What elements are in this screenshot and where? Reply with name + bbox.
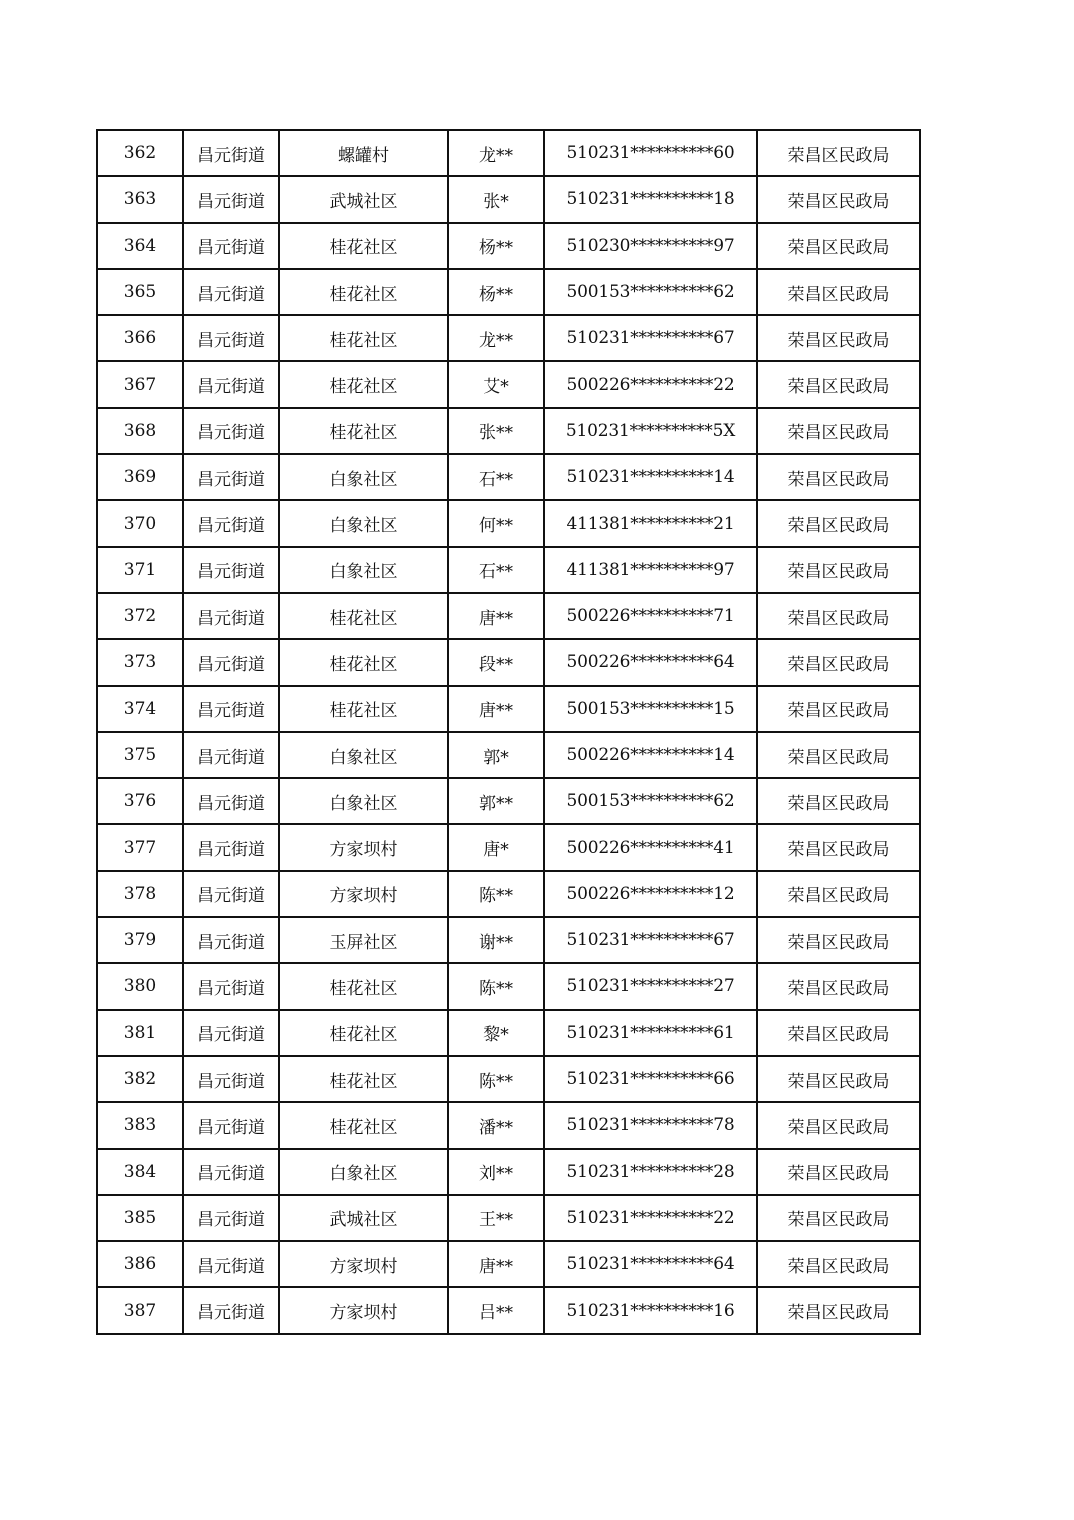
table-row — [97, 1287, 920, 1333]
cell-id-number: 500226**********12 — [544, 871, 757, 917]
cell-organization: 荣昌区民政局 — [757, 269, 920, 315]
record-table — [96, 129, 921, 1335]
cell-person-name: 陈** — [448, 871, 544, 917]
cell-serial-number: 368 — [97, 408, 183, 454]
cell-serial-number: 363 — [97, 176, 183, 222]
cell-person-name: 陈** — [448, 963, 544, 1009]
cell-id-number: 510231**********67 — [544, 315, 757, 361]
cell-serial-number: 362 — [97, 130, 183, 176]
table-row — [97, 824, 920, 870]
cell-serial-number: 376 — [97, 778, 183, 824]
cell-serial-number: 378 — [97, 871, 183, 917]
cell-person-name: 张** — [448, 408, 544, 454]
table-row — [97, 315, 920, 361]
cell-organization: 荣昌区民政局 — [757, 917, 920, 963]
cell-street: 昌元街道 — [183, 1195, 279, 1241]
cell-community: 方家坝村 — [279, 824, 448, 870]
cell-person-name: 黎* — [448, 1010, 544, 1056]
cell-street: 昌元街道 — [183, 1287, 279, 1333]
cell-serial-number: 375 — [97, 732, 183, 778]
cell-street: 昌元街道 — [183, 1241, 279, 1287]
cell-community: 白象社区 — [279, 732, 448, 778]
cell-serial-number: 373 — [97, 639, 183, 685]
cell-community: 白象社区 — [279, 547, 448, 593]
cell-street: 昌元街道 — [183, 1010, 279, 1056]
cell-street: 昌元街道 — [183, 500, 279, 546]
cell-organization: 荣昌区民政局 — [757, 1102, 920, 1148]
cell-id-number: 500226**********22 — [544, 361, 757, 407]
cell-community: 桂花社区 — [279, 315, 448, 361]
cell-person-name: 刘** — [448, 1149, 544, 1195]
cell-community: 桂花社区 — [279, 1010, 448, 1056]
cell-id-number: 510231**********14 — [544, 454, 757, 500]
cell-id-number: 510231**********64 — [544, 1241, 757, 1287]
table-row — [97, 1241, 920, 1287]
cell-id-number: 411381**********21 — [544, 500, 757, 546]
cell-community: 桂花社区 — [279, 408, 448, 454]
cell-community: 桂花社区 — [279, 963, 448, 1009]
cell-community: 桂花社区 — [279, 593, 448, 639]
cell-id-number: 510231**********18 — [544, 176, 757, 222]
cell-serial-number: 385 — [97, 1195, 183, 1241]
cell-person-name: 龙** — [448, 130, 544, 176]
table-row — [97, 593, 920, 639]
cell-street: 昌元街道 — [183, 917, 279, 963]
table-row — [97, 1149, 920, 1195]
cell-organization: 荣昌区民政局 — [757, 778, 920, 824]
cell-organization: 荣昌区民政局 — [757, 824, 920, 870]
cell-street: 昌元街道 — [183, 824, 279, 870]
cell-serial-number: 379 — [97, 917, 183, 963]
cell-street: 昌元街道 — [183, 871, 279, 917]
cell-community: 玉屏社区 — [279, 917, 448, 963]
cell-organization: 荣昌区民政局 — [757, 593, 920, 639]
cell-id-number: 500226**********71 — [544, 593, 757, 639]
cell-serial-number: 369 — [97, 454, 183, 500]
cell-street: 昌元街道 — [183, 408, 279, 454]
cell-organization: 荣昌区民政局 — [757, 732, 920, 778]
cell-organization: 荣昌区民政局 — [757, 1287, 920, 1333]
cell-street: 昌元街道 — [183, 269, 279, 315]
cell-street: 昌元街道 — [183, 732, 279, 778]
cell-id-number: 500226**********64 — [544, 639, 757, 685]
cell-community: 武城社区 — [279, 176, 448, 222]
cell-id-number: 500153**********15 — [544, 686, 757, 732]
cell-id-number: 510231**********16 — [544, 1287, 757, 1333]
cell-street: 昌元街道 — [183, 1102, 279, 1148]
cell-street: 昌元街道 — [183, 130, 279, 176]
cell-street: 昌元街道 — [183, 454, 279, 500]
cell-serial-number: 366 — [97, 315, 183, 361]
cell-person-name: 谢** — [448, 917, 544, 963]
cell-community: 武城社区 — [279, 1195, 448, 1241]
cell-community: 桂花社区 — [279, 223, 448, 269]
cell-community: 白象社区 — [279, 1149, 448, 1195]
cell-organization: 荣昌区民政局 — [757, 500, 920, 546]
cell-person-name: 唐* — [448, 824, 544, 870]
cell-serial-number: 364 — [97, 223, 183, 269]
cell-organization: 荣昌区民政局 — [757, 130, 920, 176]
cell-id-number: 500153**********62 — [544, 269, 757, 315]
table-row — [97, 1010, 920, 1056]
cell-street: 昌元街道 — [183, 686, 279, 732]
cell-id-number: 500153**********62 — [544, 778, 757, 824]
table-row — [97, 1056, 920, 1102]
cell-id-number: 510231**********27 — [544, 963, 757, 1009]
cell-street: 昌元街道 — [183, 778, 279, 824]
cell-person-name: 段** — [448, 639, 544, 685]
cell-person-name: 石** — [448, 454, 544, 500]
table-row — [97, 547, 920, 593]
cell-serial-number: 372 — [97, 593, 183, 639]
table-row — [97, 223, 920, 269]
cell-serial-number: 384 — [97, 1149, 183, 1195]
table-row — [97, 454, 920, 500]
cell-community: 桂花社区 — [279, 361, 448, 407]
cell-organization: 荣昌区民政局 — [757, 639, 920, 685]
cell-person-name: 石** — [448, 547, 544, 593]
cell-serial-number: 371 — [97, 547, 183, 593]
cell-person-name: 张* — [448, 176, 544, 222]
cell-organization: 荣昌区民政局 — [757, 1195, 920, 1241]
cell-serial-number: 386 — [97, 1241, 183, 1287]
cell-person-name: 何** — [448, 500, 544, 546]
cell-person-name: 潘** — [448, 1102, 544, 1148]
cell-community: 桂花社区 — [279, 686, 448, 732]
cell-organization: 荣昌区民政局 — [757, 454, 920, 500]
cell-street: 昌元街道 — [183, 593, 279, 639]
cell-id-number: 510231**********66 — [544, 1056, 757, 1102]
cell-organization: 荣昌区民政局 — [757, 408, 920, 454]
cell-organization: 荣昌区民政局 — [757, 1010, 920, 1056]
table-row — [97, 732, 920, 778]
cell-person-name: 唐** — [448, 686, 544, 732]
table-row — [97, 639, 920, 685]
cell-id-number: 510231**********67 — [544, 917, 757, 963]
cell-serial-number: 382 — [97, 1056, 183, 1102]
cell-id-number: 510231**********28 — [544, 1149, 757, 1195]
table-row — [97, 1195, 920, 1241]
table-row — [97, 130, 920, 176]
cell-organization: 荣昌区民政局 — [757, 686, 920, 732]
cell-street: 昌元街道 — [183, 1056, 279, 1102]
cell-serial-number: 380 — [97, 963, 183, 1009]
cell-id-number: 411381**********97 — [544, 547, 757, 593]
cell-person-name: 唐** — [448, 593, 544, 639]
table-row — [97, 176, 920, 222]
table-row — [97, 963, 920, 1009]
cell-community: 白象社区 — [279, 778, 448, 824]
cell-serial-number: 367 — [97, 361, 183, 407]
cell-serial-number: 387 — [97, 1287, 183, 1333]
cell-person-name: 杨** — [448, 223, 544, 269]
cell-organization: 荣昌区民政局 — [757, 963, 920, 1009]
cell-person-name: 龙** — [448, 315, 544, 361]
cell-serial-number: 383 — [97, 1102, 183, 1148]
table-row — [97, 361, 920, 407]
cell-id-number: 500226**********14 — [544, 732, 757, 778]
cell-organization: 荣昌区民政局 — [757, 1241, 920, 1287]
cell-id-number: 510230**********97 — [544, 223, 757, 269]
cell-street: 昌元街道 — [183, 639, 279, 685]
cell-person-name: 陈** — [448, 1056, 544, 1102]
cell-organization: 荣昌区民政局 — [757, 223, 920, 269]
cell-street: 昌元街道 — [183, 547, 279, 593]
cell-organization: 荣昌区民政局 — [757, 547, 920, 593]
cell-organization: 荣昌区民政局 — [757, 1056, 920, 1102]
cell-community: 桂花社区 — [279, 269, 448, 315]
cell-id-number: 510231**********78 — [544, 1102, 757, 1148]
cell-person-name: 吕** — [448, 1287, 544, 1333]
cell-person-name: 王** — [448, 1195, 544, 1241]
table-row — [97, 778, 920, 824]
cell-organization: 荣昌区民政局 — [757, 176, 920, 222]
cell-community: 桂花社区 — [279, 1102, 448, 1148]
cell-community: 螺罐村 — [279, 130, 448, 176]
cell-serial-number: 381 — [97, 1010, 183, 1056]
cell-serial-number: 377 — [97, 824, 183, 870]
cell-id-number: 510231**********61 — [544, 1010, 757, 1056]
cell-community: 白象社区 — [279, 454, 448, 500]
cell-street: 昌元街道 — [183, 223, 279, 269]
cell-organization: 荣昌区民政局 — [757, 361, 920, 407]
cell-organization: 荣昌区民政局 — [757, 1149, 920, 1195]
cell-community: 方家坝村 — [279, 1241, 448, 1287]
table-row — [97, 269, 920, 315]
table-row — [97, 686, 920, 732]
cell-serial-number: 370 — [97, 500, 183, 546]
cell-community: 方家坝村 — [279, 871, 448, 917]
record-table-container — [96, 129, 921, 1335]
table-row — [97, 500, 920, 546]
cell-street: 昌元街道 — [183, 176, 279, 222]
cell-person-name: 唐** — [448, 1241, 544, 1287]
cell-person-name: 杨** — [448, 269, 544, 315]
cell-community: 方家坝村 — [279, 1287, 448, 1333]
cell-serial-number: 365 — [97, 269, 183, 315]
cell-organization: 荣昌区民政局 — [757, 871, 920, 917]
cell-street: 昌元街道 — [183, 361, 279, 407]
cell-street: 昌元街道 — [183, 963, 279, 1009]
cell-street: 昌元街道 — [183, 1149, 279, 1195]
cell-community: 桂花社区 — [279, 1056, 448, 1102]
cell-community: 桂花社区 — [279, 639, 448, 685]
cell-street: 昌元街道 — [183, 315, 279, 361]
cell-id-number: 510231**********60 — [544, 130, 757, 176]
cell-person-name: 郭** — [448, 778, 544, 824]
cell-serial-number: 374 — [97, 686, 183, 732]
cell-id-number: 510231**********22 — [544, 1195, 757, 1241]
cell-community: 白象社区 — [279, 500, 448, 546]
table-row — [97, 871, 920, 917]
cell-organization: 荣昌区民政局 — [757, 315, 920, 361]
cell-id-number: 510231**********5X — [544, 408, 757, 454]
cell-id-number: 500226**********41 — [544, 824, 757, 870]
table-row — [97, 1102, 920, 1148]
table-row — [97, 917, 920, 963]
cell-person-name: 艾* — [448, 361, 544, 407]
record-table-body — [97, 130, 920, 1334]
cell-person-name: 郭* — [448, 732, 544, 778]
table-row — [97, 408, 920, 454]
